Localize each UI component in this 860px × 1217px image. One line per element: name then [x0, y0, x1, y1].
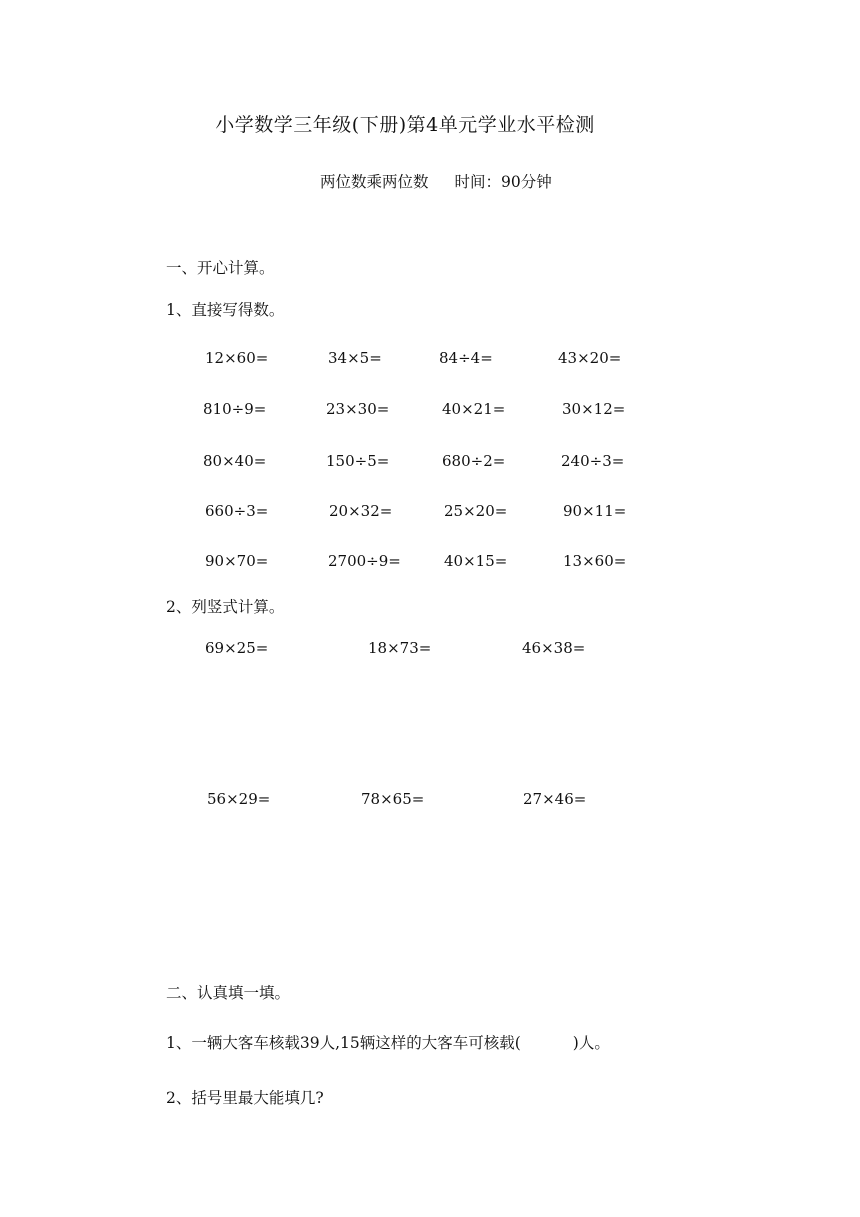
- part-1-heading: 1、直接写得数。: [166, 301, 285, 319]
- question-1-text: 1、一辆大客车核载39人,15辆这样的大客车可核载(: [166, 1034, 521, 1052]
- section-2-heading: 二、认真填一填。: [166, 984, 291, 1002]
- question-1-suffix: )人。: [572, 1034, 610, 1052]
- vertical-problem: 27×46=: [523, 790, 587, 808]
- vertical-problem: 18×73=: [368, 639, 432, 657]
- oral-problem: 2700÷9=: [328, 552, 401, 570]
- vertical-problem: 78×65=: [361, 790, 425, 808]
- oral-problem: 12×60=: [205, 349, 269, 367]
- oral-problem: 34×5=: [328, 349, 382, 367]
- oral-problem: 43×20=: [558, 349, 622, 367]
- oral-problem: 660÷3=: [205, 502, 269, 520]
- vertical-problem: 56×29=: [207, 790, 271, 808]
- topic-label: 两位数乘两位数: [320, 173, 429, 191]
- time-limit: 时间：90分钟: [454, 173, 552, 191]
- worksheet-title: 小学数学三年级(下册)第4单元学业水平检测: [215, 114, 595, 136]
- oral-problem: 810÷9=: [203, 400, 267, 418]
- oral-problem: 90×11=: [563, 502, 627, 520]
- oral-problem: 13×60=: [563, 552, 627, 570]
- oral-problem: 84÷4=: [439, 349, 493, 367]
- worksheet-subtitle: [320, 170, 552, 192]
- oral-problem: 25×20=: [444, 502, 508, 520]
- oral-problem: 40×21=: [442, 400, 506, 418]
- oral-problem: 30×12=: [562, 400, 626, 418]
- oral-problem: 240÷3=: [561, 452, 625, 470]
- oral-problem: 680÷2=: [442, 452, 506, 470]
- oral-problem: 80×40=: [203, 452, 267, 470]
- section-1-heading: 一、开心计算。: [166, 259, 275, 277]
- question-1: [166, 1031, 610, 1053]
- oral-problem: 23×30=: [326, 400, 390, 418]
- vertical-problem: 69×25=: [205, 639, 269, 657]
- part-2-heading: 2、列竖式计算。: [166, 598, 285, 616]
- oral-problem: 90×70=: [205, 552, 269, 570]
- oral-problem: 20×32=: [329, 502, 393, 520]
- question-2: 2、括号里最大能填几?: [166, 1089, 324, 1107]
- vertical-problem: 46×38=: [522, 639, 586, 657]
- oral-problem: 150÷5=: [326, 452, 390, 470]
- oral-problem: 40×15=: [444, 552, 508, 570]
